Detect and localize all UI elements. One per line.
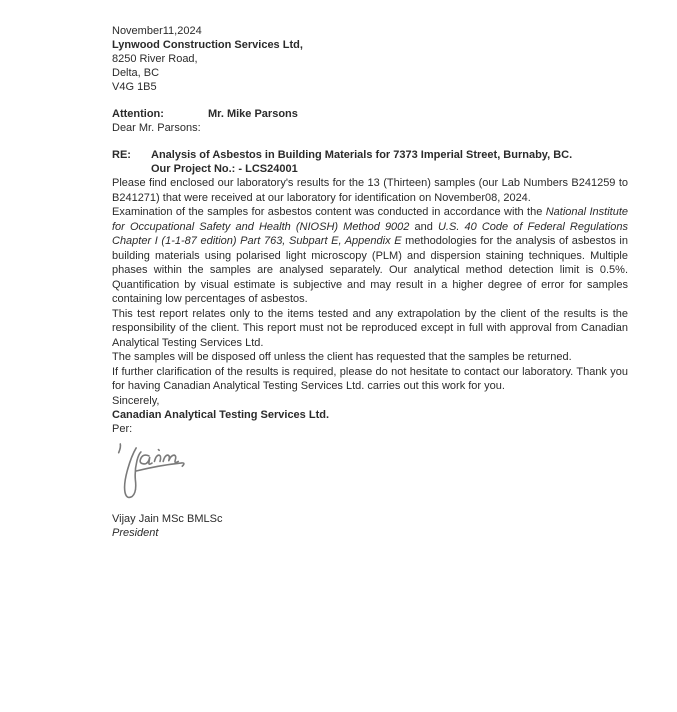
paragraph-enclosed-results: Please find enclosed our laboratory's results for the 13 (Thirteen) samples (our Lab Numbers B241259 to B241271) that were received at our laboratory for identification on November08, 2024.: [112, 177, 628, 204]
re-subject-text: [151, 148, 572, 176]
signer-name: Vijay Jain MSc BMLSc: [112, 512, 223, 525]
attention-label: Attention:: [112, 108, 164, 120]
methodology-seg-5: methodologies for the analysis of asbestos in building materials using polarised light microscopy (PLM) and dispersion staining techniques. Multiple phases within the samples are analysed separately. Our analytical method detection limit is 0.5%. Quantification by visual estimate is subjective and may result in a higher degree of error for samples containing low percentages of asbestos.: [112, 235, 628, 305]
recipient-address-line-1: 8250 River Road,: [112, 53, 198, 65]
salutation: Dear Mr. Parsons:: [112, 122, 201, 134]
letter-date: November11,2024: [112, 25, 202, 37]
paragraph-further-clarification: If further clarification of the results is required, please do not hesitate to contact our laboratory. Thank you for having Canadian Analytical Testing Services Ltd. carries out this work for you.: [112, 365, 628, 392]
re-subject-block: [112, 148, 628, 176]
recipient-block: [112, 38, 628, 94]
recipient-address-line-2: Delta, BC: [112, 67, 160, 79]
paragraph-report-scope: This test report relates only to the items tested and any extrapolation by the client of the results is the responsibility of the client. This report must not be reproduced except in full with approval from Canadian Analytical Testing Services Ltd.: [112, 307, 628, 349]
re-subject-line-2: Our Project No.: - LCS24001: [151, 163, 298, 175]
methodology-citation-niosh: National Institute for Occupational Safety and Health (NIOSH) Method 9002: [112, 206, 628, 233]
attention-row: [112, 107, 628, 121]
signer-title: President: [112, 526, 159, 539]
methodology-citation-cfr: U.S. 40 Code of Federal Regulations Chapter I (1-1-87 edition) Part 763, Subpart E, Appendix E: [112, 220, 628, 247]
recipient-name: Lynwood Construction Services Ltd,: [112, 39, 303, 51]
per-label: Per:: [112, 422, 133, 435]
company-name: Canadian Analytical Testing Services Ltd.: [112, 408, 330, 421]
attention-value: Mr. Mike Parsons: [208, 108, 298, 120]
handwritten-signature-icon: [112, 440, 208, 502]
signature-block: [112, 436, 628, 512]
paragraph-methodology: [112, 205, 628, 307]
closing-sincerely: Sincerely,: [112, 394, 160, 407]
paragraph-sample-disposal: The samples will be disposed off unless the client has requested that the samples be returned.: [112, 351, 572, 363]
methodology-seg-1: Examination of the samples for asbestos content was conducted in accordance with the: [112, 206, 546, 218]
recipient-address-line-3: V4G 1B5: [112, 81, 157, 93]
re-label: RE:: [112, 149, 131, 161]
methodology-seg-3: and: [409, 220, 438, 233]
re-subject-line-1: Analysis of Asbestos in Building Materials for 7373 Imperial Street, Burnaby, BC.: [151, 149, 573, 161]
